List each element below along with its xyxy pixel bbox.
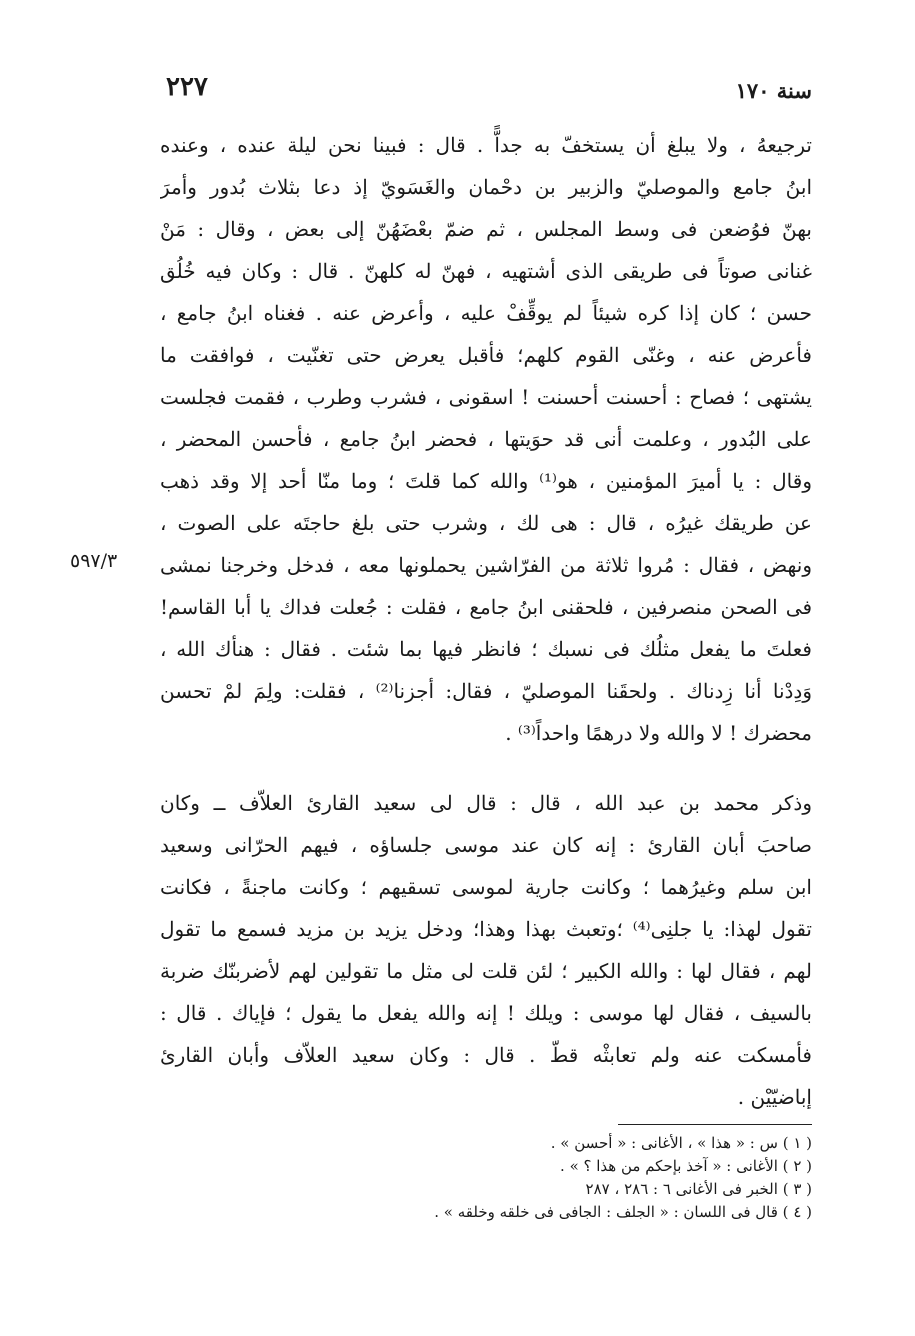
text-line: إباضيّيْن . (737, 1085, 812, 1109)
text-line: بهنّ فوُضعن فى وسط المجلس ، ثم ضمّ بعْضَهُنّ إلى بعض ، وقال : مَنْ (160, 217, 812, 241)
text-line: عن طريقك غيرُه ، قال : هى لك ، وشرب حتى بلغ حاجتَه على الصوت ، (160, 511, 812, 535)
text-line: وذكر محمد بن عبد الله ، قال : قال لى سعيد القارئ العلاّف ــ وكان (160, 791, 812, 815)
text-line: على البُدور ، وعلمت أنى قد حوَيتها ، فحضر ابنُ جامع ، فأحسن المحضر ، (160, 427, 812, 451)
footnote: ( ٢ ) الأغانى : « آخذ بإحكم من هذا ؟ » . (560, 1157, 812, 1175)
text-line: ابنُ جامع والموصليّ والزبير بن دحْمان والغَسَويّ إذ دعا بثلاث بُدور وأمرَ (160, 175, 812, 199)
text-line: ونهض ، فقال : مُروا ثلاثة من الفرّاشين يحملونها معه ، فدخل وخرجنا نمشى (160, 553, 812, 577)
page-number: ٢٢٧ (166, 72, 208, 102)
footnote: ( ١ ) س : « هذا » ، الأغانى : « أحسن » . (550, 1134, 812, 1152)
text-line: فأمسكت عنه ولم تعابثْه قطّ . قال : وكان سعيد العلاّف وأبان القارئ (160, 1043, 812, 1067)
text-line: لهم ، فقال لها : والله الكبير ؛ لئن قلت لى مثل ما تقولين لهم لأضربنّك ضربة (160, 959, 812, 983)
text-line: وَدِدْنا أنا زِدناك . ولحقَنا الموصليّ ، فقال: أجزنا⁽²⁾ ، فقلت: ولِمَ لمْ تحسن (160, 679, 812, 703)
footnote: ( ٤ ) قال فى اللسان : « الجلف : الجافى فى خلقه وخلقه » . (434, 1203, 812, 1221)
paragraph-spacer (160, 754, 812, 782)
text-line: فأعرض عنه ، وغنّى القوم كلهم؛ فأقبل يعرض حتى تغنّيت ، فوافقت ما (160, 343, 812, 367)
text-line: فى الصحن منصرفين ، فلحقنى ابنُ جامع ، فقلت : جُعلت فداك يا أبا القاسم! (160, 595, 812, 619)
text-line: يشتهى ؛ فصاح : أحسنت أحسنت ! اسقونى ، فشرب وطرب ، فقمت فجلست (160, 385, 812, 409)
text-line: حسن ؛ كان إذا كره شيئاً لم يوقِّفْ عليه ، وأعرض عنه . فغناه ابنُ جامع ، (160, 301, 812, 325)
paragraph (160, 782, 812, 1118)
text-line: صاحبَ أبان القارئ : إنه كان عند موسى جلساؤه ، فيهم الحرّانى وسعيد (160, 833, 812, 857)
footnotes (300, 1132, 812, 1224)
text-line: غنانى صوتاً فى طريقى الذى أشتهيه ، فهنّ له كلهنّ . قال : وكان فيه خُلُق (160, 259, 812, 283)
page-header (160, 70, 812, 110)
text-line: ترجيعهُ ، ولا يبلغ أن يستخفّ به جداًّ . قال : فبينا نحن ليلة عنده ، وعنده (160, 133, 812, 157)
text-line: ابن سلم وغيرُهما ؛ وكانت جارية لموسى تسقيهم ؛ وكانت ماجنةً ، فكانت (160, 875, 812, 899)
text-line: تقول لهذا: يا جلنِى⁽⁴⁾ ؛وتعبث بهذا وهذا؛ ودخل يزيد بن مزيد فسمع ما تقول (160, 917, 812, 941)
running-head-year: سنة ١٧٠ (735, 78, 812, 103)
text-line: محضرك ! لا والله ولا درهمًا واحداً⁽³⁾ . (505, 721, 812, 745)
text-line: بالسيف ، فقال لها موسى : ويلك ! إنه والله يفعل ما يقول ؛ فإياك . قال : (160, 1001, 812, 1025)
text-line: وقال : يا أميرَ المؤمنين ، هو⁽¹⁾ والله كما قلتَ ؛ وما منّا أحد إلا وقد ذهب (160, 469, 812, 493)
margin-reference: ٥٩٧/٣ (70, 550, 118, 572)
footnote: ( ٣ ) الخبر فى الأغانى ٦ : ٢٨٦ ، ٢٨٧ (585, 1180, 812, 1198)
footnote-divider (618, 1124, 812, 1125)
body-text (160, 124, 812, 1118)
text-line: فعلتَ ما يفعل مثلُك فى نسبك ؛ فانظر فيها بما شئت . فقال : هنأك الله ، (160, 637, 812, 661)
paragraph (160, 124, 812, 754)
